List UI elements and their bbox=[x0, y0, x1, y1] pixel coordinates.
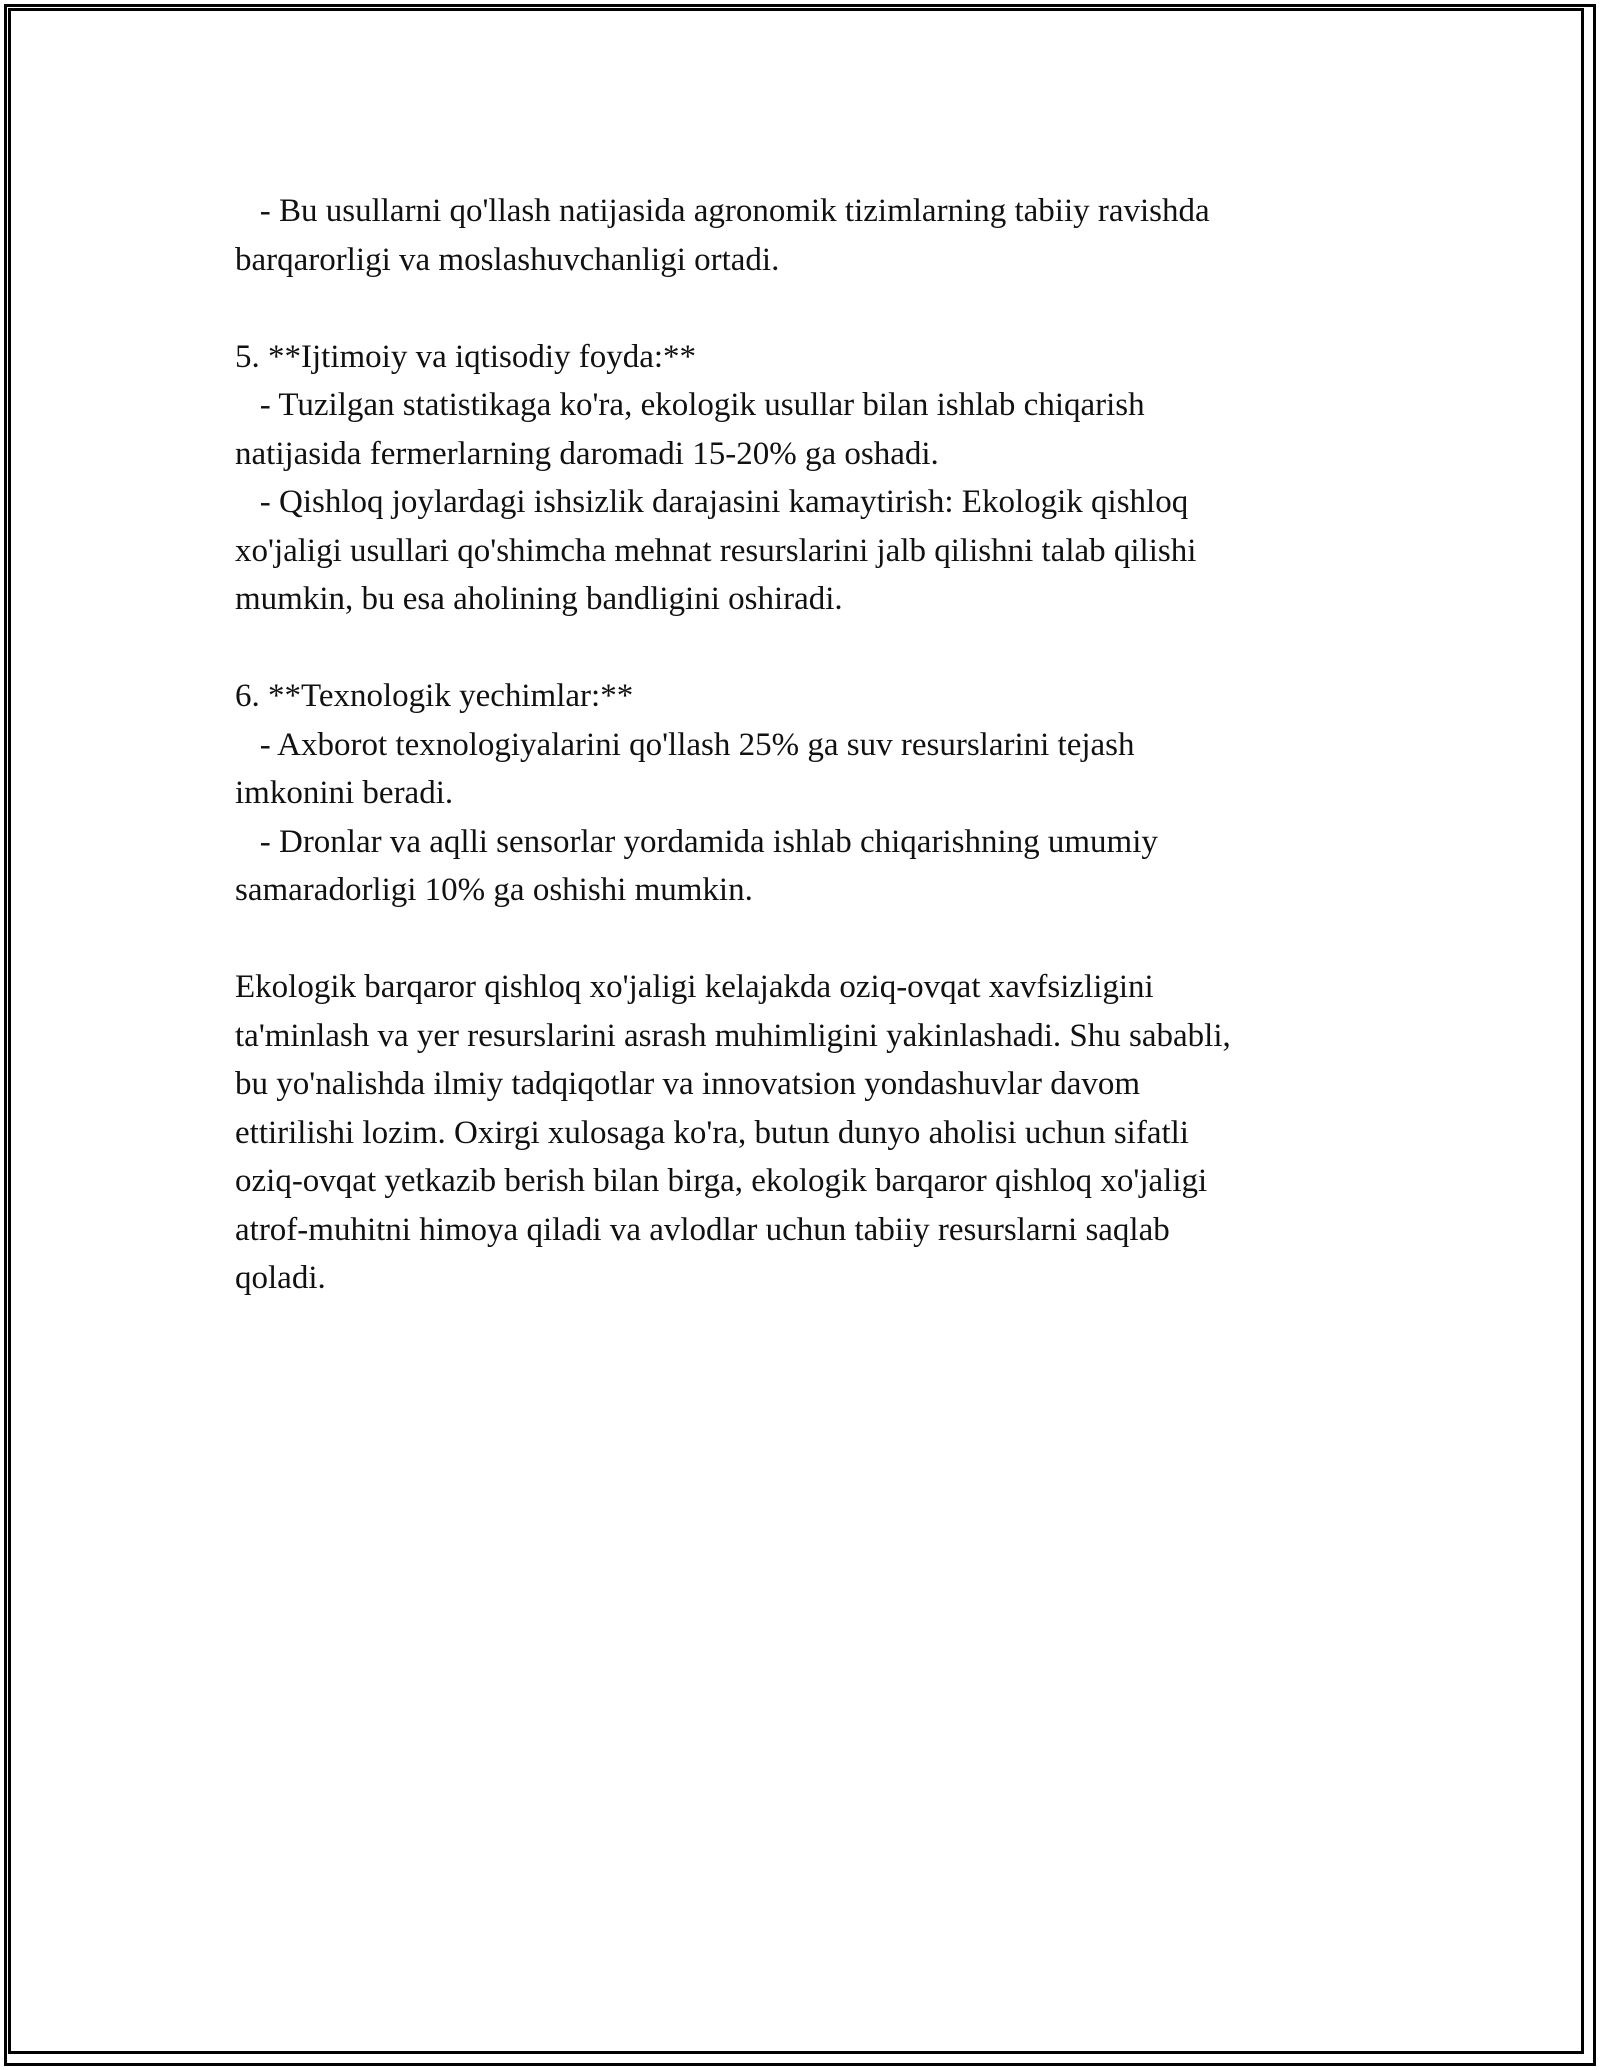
paragraph-gap bbox=[235, 284, 1395, 333]
section-6-tech-solutions bbox=[235, 672, 1395, 915]
text-line: ta'minlash va yer resurslarini asrash muhimligini yakinlashadi. Shu sababli, bbox=[235, 1017, 1231, 1054]
text-line: - Tuzilgan statistikaga ko'ra, ekologik usullar bilan ishlab chiqarish bbox=[235, 387, 1145, 423]
paragraph-gap bbox=[235, 624, 1395, 673]
section-heading: 5. **Ijtimoiy va iqtisodiy foyda:** bbox=[235, 338, 697, 375]
text-line: - Qishloq joylardagi ishsizlik darajasini kamaytirish: Ekologik qishloq bbox=[235, 484, 1189, 520]
text-line: - Dronlar va aqlli sensorlar yordamida ishlab chiqarishning umumiy bbox=[235, 823, 1158, 860]
section-4-continuation bbox=[235, 187, 1395, 284]
text-line: ettirilishi lozim. Oxirgi xulosaga ko'ra, butun dunyo aholisi uchun sifatli bbox=[235, 1114, 1189, 1151]
paragraph-gap bbox=[235, 915, 1395, 964]
text-line: atrof-muhitni himoya qiladi va avlodlar uchun tabiiy resurslarni saqlab bbox=[235, 1211, 1170, 1248]
text-line: barqarorligi va moslashuvchanligi ortadi. bbox=[235, 241, 780, 278]
text-line: oziq-ovqat yetkazib berish bilan birga, ekologik barqaror qishloq xo'jaligi bbox=[235, 1163, 1208, 1199]
text-line: imkonini beradi. bbox=[235, 775, 454, 811]
conclusion-paragraph bbox=[235, 963, 1395, 1303]
text-line: samaradorligi 10% ga oshishi mumkin. bbox=[235, 872, 753, 908]
text-line: Ekologik barqaror qishloq xo'jaligi kelajakda oziq-ovqat xavfsizligini bbox=[235, 969, 1154, 1005]
section-5-social-economic bbox=[235, 333, 1395, 624]
text-line: qoladi. bbox=[235, 1260, 326, 1296]
text-line: bu yo'nalishda ilmiy tadqiqotlar va innovatsion yondashuvlar davom bbox=[235, 1066, 1141, 1102]
text-line: mumkin, bu esa aholining bandligini oshiradi. bbox=[235, 581, 843, 617]
text-line: natijasida fermerlarning daromadi 15-20% ga oshadi. bbox=[235, 435, 939, 472]
text-line: - Axborot texnologiyalarini qo'llash 25% ga suv resurslarini tejash bbox=[235, 726, 1135, 763]
text-line: xo'jaligi usullari qo'shimcha mehnat resurslarini jalb qilishni talab qilishi bbox=[235, 532, 1197, 569]
section-heading: 6. **Texnologik yechimlar:** bbox=[235, 678, 634, 714]
text-line: - Bu usullarni qo'llash natijasida agronomik tizimlarning tabiiy ravishda bbox=[235, 193, 1210, 229]
document-body bbox=[235, 187, 1395, 1303]
